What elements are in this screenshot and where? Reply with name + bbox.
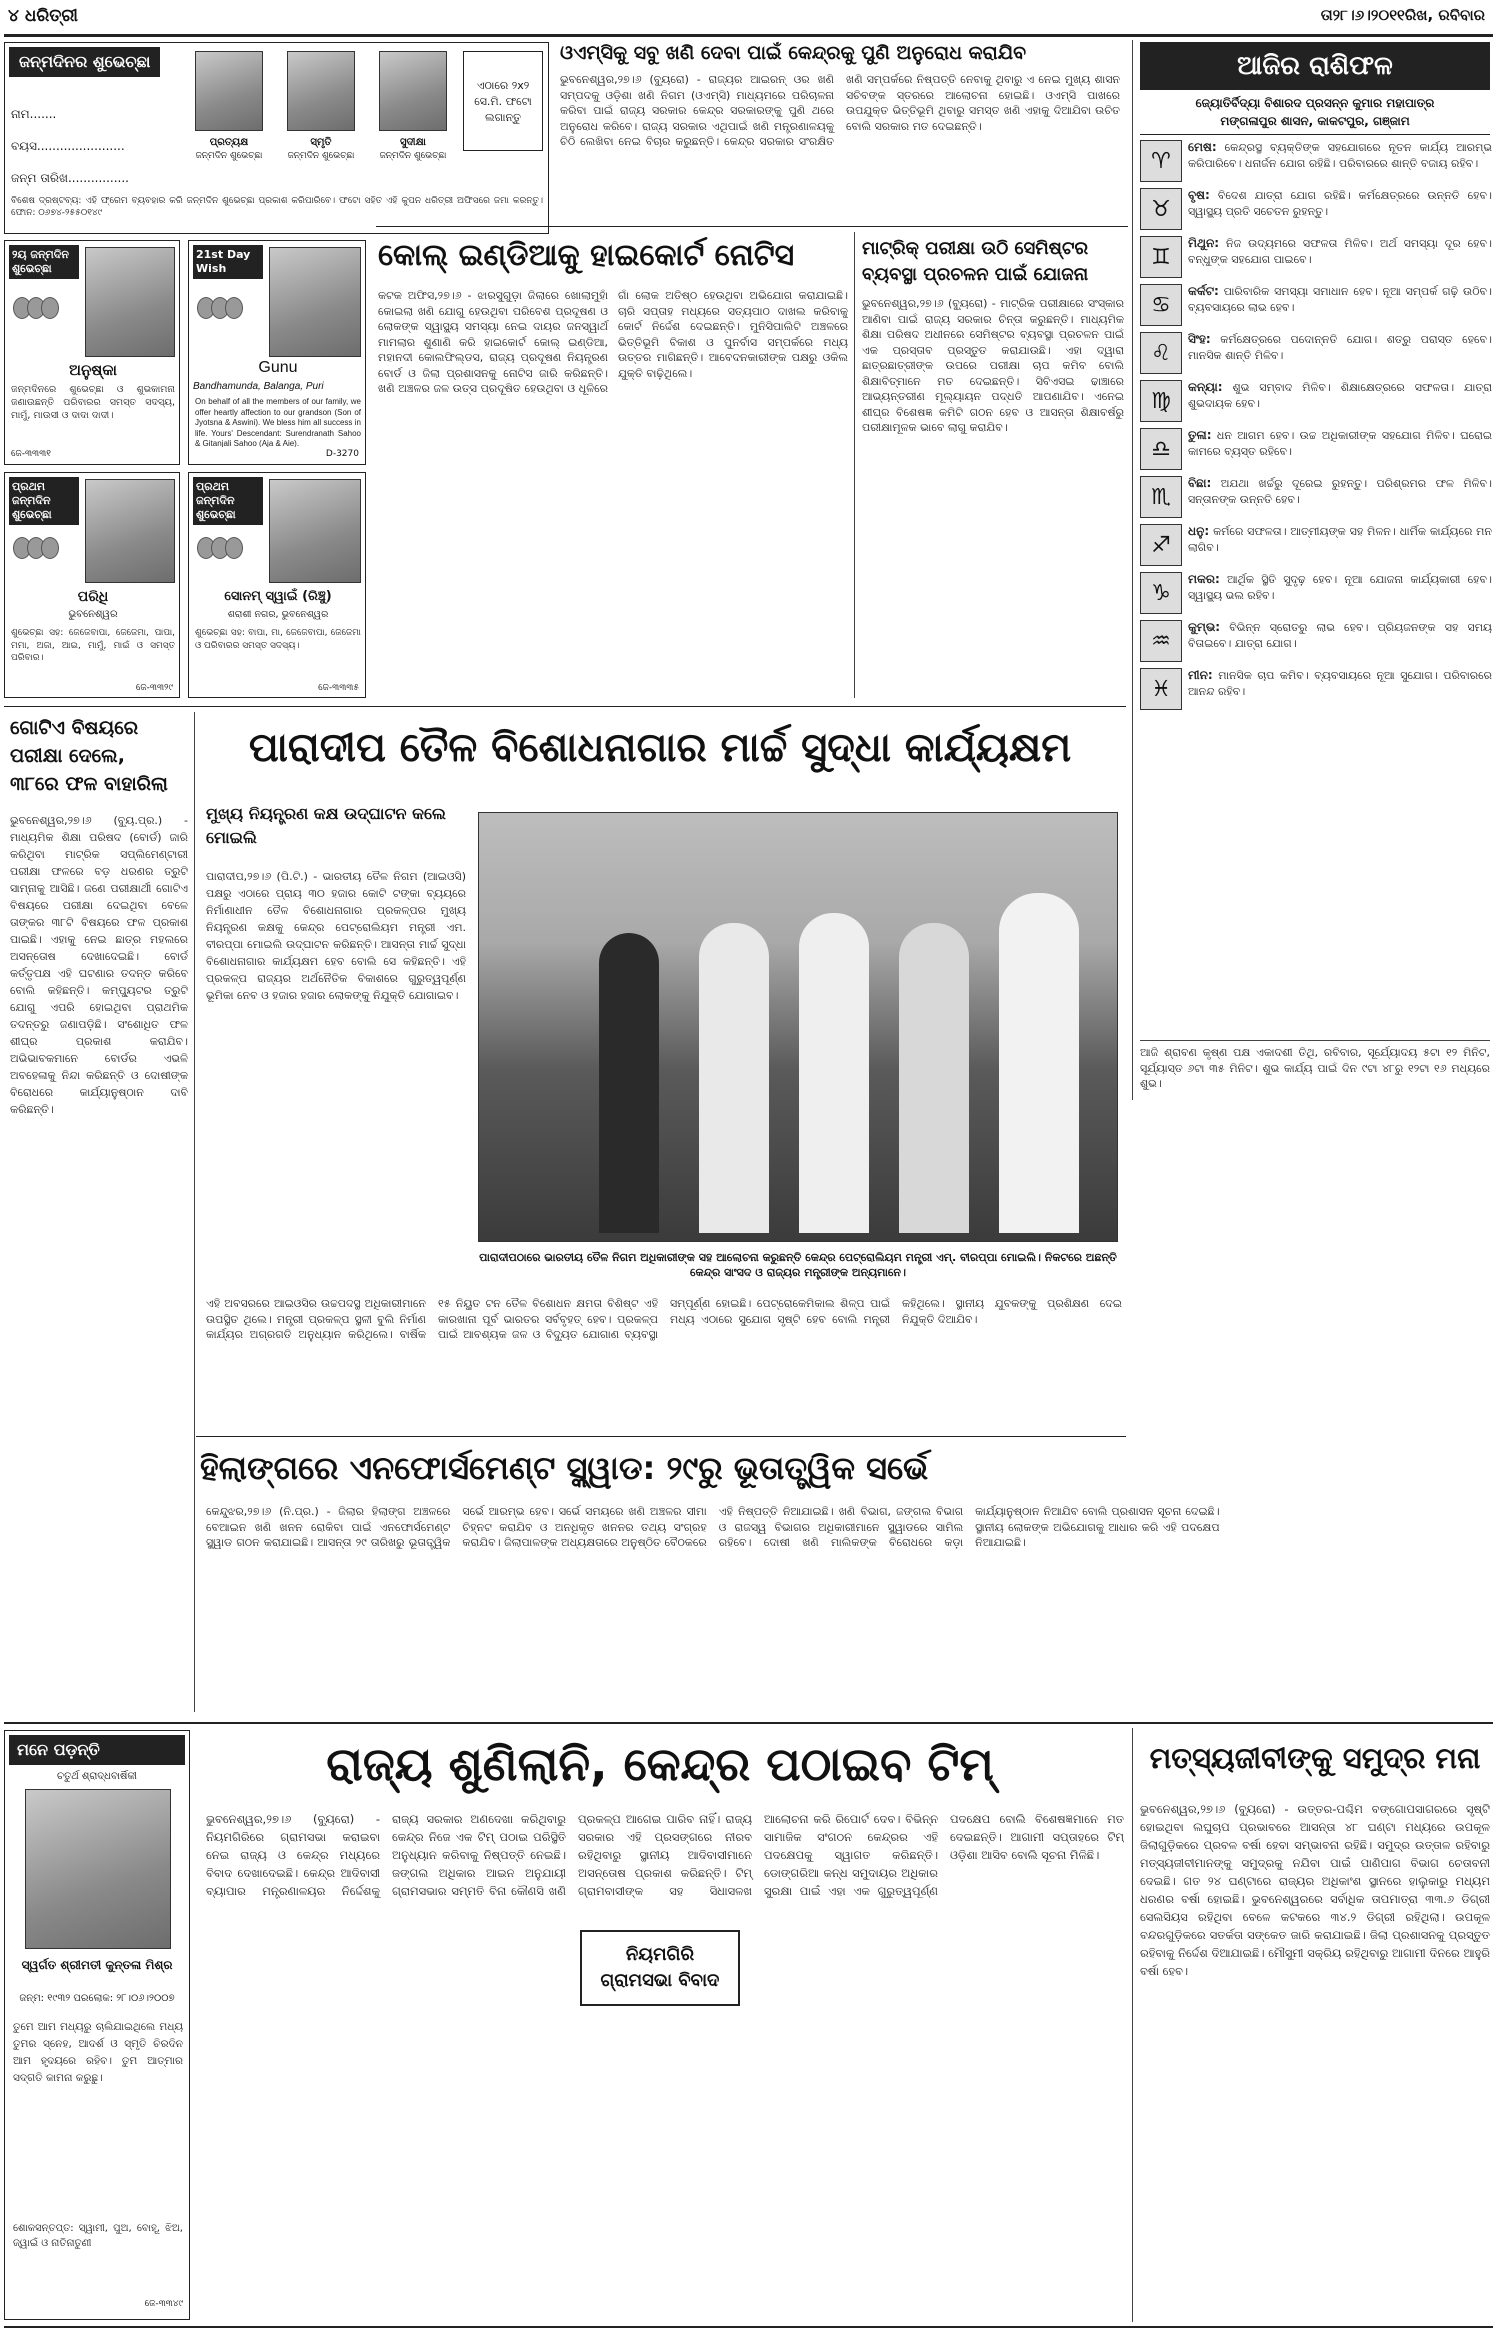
- coal-headline: କୋଲ୍ ଇଣ୍ଡିଆକୁ ହାଇକୋର୍ଟ ନୋଟିସ: [378, 238, 795, 273]
- wish-text-3: ଶୁଭେଚ୍ଛା ସହ: ଜେଜେବାପା, ଜେଜେମା, ପାପା, ମମା, ଅଜା, ଆଇ, ମାମୁଁ, ମାଇଁ ଓ ସମସ୍ତ ପରିବାର।: [11, 628, 175, 663]
- gemini-icon: ♊: [1140, 236, 1182, 278]
- sign-dhanu: [1140, 524, 1492, 566]
- birthday-form-name: ନାମ.......: [11, 107, 57, 121]
- virgo-icon: ♍: [1140, 380, 1182, 422]
- wish-badge-4: ପ୍ରଥମ ଜନ୍ମଦିନ ଶୁଭେଚ୍ଛା: [193, 477, 263, 525]
- sign-kumbha: [1140, 620, 1492, 662]
- memorial-sub: ଚତୁର୍ଥ ଶ୍ରାଦ୍ଧବାର୍ଷିକୀ: [57, 1771, 137, 1782]
- aquarius-icon: ♒: [1140, 620, 1182, 662]
- niyamgiri-headline: ରାଜ୍ୟ ଶୁଣିଲାନି, କେନ୍ଦ୍ର ପଠାଇବ ଟିମ୍: [326, 1737, 994, 1791]
- sign-karkata: [1140, 284, 1492, 326]
- footer-rule: [4, 2326, 1493, 2328]
- sign-name: ବୃଷ:: [1188, 188, 1210, 202]
- wish-text-1: ଜନ୍ମଦିନରେ ଶୁଭେଚ୍ଛା ଓ ଶୁଭକାମନା ଜଣାଉଛନ୍ତି ପରିବାରର ସମସ୍ତ ସଦସ୍ୟ, ମାମୁଁ, ମାଉସୀ ଓ ଦାଦା ଦାଦୀ।: [11, 384, 175, 421]
- niyamgiri-body: ଭୁବନେଶ୍ୱର,୨୭।୬ (ବ୍ୟୁରୋ) - ନିୟମଗିରିରେ ଗ୍ରାମସଭା କରାଇବା ନେଇ ରାଜ୍ୟ ଓ କେନ୍ଦ୍ର ମଧ୍ୟରେ ବିବାଦ ଦେଖାଦେଇଛି। କେନ୍ଦ୍ର ଆଦିବାସୀ ବ୍ୟାପାର ମନ୍ତ୍ରଣାଳୟର ନିର୍ଦ୍ଦେଶକୁ ରାଜ୍ୟ ସରକାର ଅଣଦେଖା କରିଥିବାରୁ କେନ୍ଦ୍ର ନିଜେ ଏକ ଟିମ୍ ପଠାଇ ପରିସ୍ଥିତି ଅନୁଧ୍ୟାନ କରିବାକୁ ନିଷ୍ପତ୍ତି ନେଇଛି। ଜଙ୍ଗଲ ଅଧିକାର ଆଇନ ଅନୁଯାୟୀ ଗ୍ରାମସଭାର ସମ୍ମତି ବିନା କୌଣସି ଖଣି ପ୍ରକଳ୍ପ ଆଗେଇ ପାରିବ ନାହିଁ। ରାଜ୍ୟ ସରକାର ଏହି ପ୍ରସଙ୍ଗରେ ନୀରବ ରହିଥିବାରୁ ସ୍ଥାନୀୟ ଆଦିବାସୀମାନେ ଅସନ୍ତୋଷ ପ୍ରକାଶ କରିଛନ୍ତି। ଟିମ୍ ଗ୍ରାମବାସୀଙ୍କ ସହ ସିଧାସଳଖ ଆଲୋଚନା କରି ରିପୋର୍ଟ ଦେବ। ବିଭିନ୍ନ ସାମାଜିକ ସଂଗଠନ କେନ୍ଦ୍ରର ଏହି ପଦକ୍ଷେପକୁ ସ୍ୱାଗତ କରିଛନ୍ତି। ଡୋଙ୍ଗରିଆ କନ୍ଧ ସମୁଦାୟର ଅଧିକାର ସୁରକ୍ଷା ପାଇଁ ଏହା ଏକ ଗୁରୁତ୍ୱପୂର୍ଣ୍ଣ ପଦକ୍ଷେପ ବୋଲି ବିଶେଷଜ୍ଞମାନେ ମତ ଦେଇଛନ୍ତି। ଆଗାମୀ ସପ୍ତାହରେ ଟିମ୍ ଓଡ଼ିଶା ଆସିବ ବୋଲି ସୂଚନା ମିଳିଛି।: [206, 1812, 1124, 1898]
- sign-name: ସିଂହ:: [1188, 332, 1211, 346]
- sign-name: ଧନୁ:: [1188, 524, 1210, 538]
- fish-headline: ମତ୍ସ୍ୟଜୀବୀଙ୍କୁ ସମୁଦ୍ର ମନା: [1149, 1741, 1481, 1775]
- wish-photo-4: [269, 479, 361, 583]
- memorial-text: ତୁମେ ଆମ ମଧ୍ୟରୁ ଚାଲିଯାଇଥିଲେ ମଧ୍ୟ ତୁମର ସ୍ନେହ, ଆଦର୍ଶ ଓ ସ୍ମୃତି ଚିରଦିନ ଆମ ହୃଦୟରେ ରହିବ। ତୁମ ଆତ୍ମାର ସଦ୍‌ଗତି କାମନା କରୁଛୁ।: [13, 2021, 183, 2084]
- sign-text: ଆର୍ଥିକ ସ୍ଥିତି ସୁଦୃଢ଼ ହେବ। ନୂଆ ଯୋଜନା କାର୍ଯ୍ୟକାରୀ ହେବ। ସ୍ୱାସ୍ଥ୍ୟ ଭଲ ରହିବ।: [1188, 573, 1492, 602]
- sign-name: କର୍କଟ:: [1188, 284, 1219, 298]
- sign-mithuna: [1140, 236, 1492, 278]
- aries-icon: ♈: [1140, 140, 1182, 182]
- paradip-headline: ପାରାଦୀପ ତୈଳ ବିଶୋଧନାଗାର ମାର୍ଚ୍ଚ ସୁଦ୍ଧା କାର୍ଯ୍ୟକ୍ଷମ: [248, 725, 1072, 771]
- sign-meena: [1140, 668, 1492, 710]
- birthday-form-box: [4, 42, 549, 234]
- wish-name-1: ଅନୁଷ୍କା: [69, 361, 117, 379]
- niyamgiri-box: ନିୟମଗିରି ଗ୍ରାମସଭା ବିବାଦ: [580, 1930, 740, 2006]
- sign-kanya: [1140, 380, 1492, 422]
- photo-figure: [899, 923, 969, 1233]
- kid-name-3: ସୁଦୀକ୍ଷା: [400, 137, 426, 148]
- rashiphala-rule: [1140, 134, 1490, 135]
- birthday-form-age: ବୟସ.......................: [11, 139, 125, 153]
- wish-code-3: ଜେ-୩୩୨୯: [135, 683, 173, 693]
- paradip-subhead: ମୁଖ୍ୟ ନିୟନ୍ତ୍ରଣ କକ୍ଷ ଉଦ୍‌ଘାଟନ କଲେ ମୋଇଲି: [206, 804, 446, 847]
- right-column-divider: [1132, 40, 1133, 1100]
- paradip-body: ପାରାଦୀପ,୨୭।୬ (ପି.ଟି.) - ଭାରତୀୟ ତୈଳ ନିଗମ (ଆଇଓସି) ପକ୍ଷରୁ ଏଠାରେ ପ୍ରାୟ ୩୦ ହଜାର କୋଟି ଟଙ୍କା ବ୍ୟୟରେ ନିର୍ମାଣାଧୀନ ତୈଳ ବିଶୋଧନାଗାର ପ୍ରକଳ୍ପର ମୁଖ୍ୟ ନିୟନ୍ତ୍ରଣ କକ୍ଷକୁ କେନ୍ଦ୍ର ପେଟ୍ରୋଲିୟମ ମନ୍ତ୍ରୀ ଏମ. ବୀରପ୍ପା ମୋଇଲି ଉଦ୍‌ଘାଟନ କରିଛନ୍ତି। ଆସନ୍ତା ମାର୍ଚ୍ଚ ସୁଦ୍ଧା ବିଶୋଧନାଗାର କାର୍ଯ୍ୟକ୍ଷମ ହେବ ବୋଲି ସେ କହିଛନ୍ତି। ଏହି ପ୍ରକଳ୍ପ ରାଜ୍ୟର ଅର୍ଥନୈତିକ ବିକାଶରେ ଗୁରୁତ୍ୱପୂର୍ଣ୍ଣ ଭୂମିକା ନେବ ଓ ହଜାର ହଜାର ଲୋକଙ୍କୁ ନିଯୁକ୍ତି ଯୋଗାଇବ।: [206, 870, 466, 1002]
- fish-divider: [1132, 1728, 1133, 2322]
- photo-figure: [599, 933, 659, 1233]
- cancer-icon: ♋: [1140, 284, 1182, 326]
- sagittarius-icon: ♐: [1140, 524, 1182, 566]
- wish-code-1: ଜେ-୩୩୩୧: [11, 449, 51, 459]
- sign-text: ବିଭିନ୍ନ ସ୍ରୋତରୁ ଲାଭ ହେବ। ପ୍ରିୟଜନଙ୍କ ସହ ସମୟ ବିତାଇବେ। ଯାତ୍ରା ଯୋଗ।: [1188, 621, 1492, 650]
- memorial-family: ଶୋକସନ୍ତପ୍ତ: ସ୍ୱାମୀ, ପୁଅ, ବୋହୂ, ଝିଅ, ଜ୍ୱାଇଁ ଓ ନାତିନାତୁଣୀ: [13, 2223, 183, 2249]
- rashiphala-list: [1140, 140, 1492, 1030]
- sign-bichha: [1140, 476, 1492, 518]
- memorial-code: ଜେ-୩୩୪୯: [144, 2299, 183, 2309]
- wish-place-4: ଶରାଶୀ ନଗର, ଭୁବନେଶ୍ୱର: [227, 609, 329, 620]
- matric-body: ଭୁବନେଶ୍ୱର,୨୭।୬ (ବ୍ୟୁରୋ) - ମାଟ୍ରିକ ପରୀକ୍ଷାରେ ସଂସ୍କାର ଆଣିବା ପାଇଁ ରାଜ୍ୟ ସରକାର ଚିନ୍ତା କରୁଛନ୍ତି। ମାଧ୍ୟମିକ ଶିକ୍ଷା ପରିଷଦ ଅଧୀନରେ ସେମିଷ୍ଟର ବ୍ୟବସ୍ଥା ପ୍ରଚଳନ ପାଇଁ ଏକ ପ୍ରସ୍ତାବ ପ୍ରସ୍ତୁତ କରାଯାଉଛି। ଏହା ଦ୍ୱାରା ଛାତ୍ରଛାତ୍ରୀଙ୍କ ଉପରେ ପରୀକ୍ଷା ଚାପ କମିବ ବୋଲି ଶିକ୍ଷାବିତ୍‌ମାନେ ମତ ଦେଇଛନ୍ତି। ସିବିଏସଇ ଢାଞ୍ଚାରେ ଆଭ୍ୟନ୍ତରୀଣ ମୂଲ୍ୟାୟନ ପଦ୍ଧତି ଆପଣାଯିବ। ଏନେଇ ଶୀଘ୍ର ବିଶେଷଜ୍ଞ କମିଟି ଗଠନ ହେବ ଓ ଆସନ୍ତା ଶିକ୍ଷାବର୍ଷରୁ ପରୀକ୍ଷାମୂଳକ ଭାବେ ଲାଗୁ କରାଯିବ।: [862, 297, 1124, 434]
- sign-name: ତୁଳା:: [1188, 428, 1212, 442]
- header-rule: [4, 34, 1493, 37]
- omc-rule: [376, 226, 1128, 227]
- sign-mesha: [1140, 140, 1492, 182]
- exam-body: ଭୁବନେଶ୍ୱର,୨୭।୬ (ବ୍ୟୁ.ପ୍ର.) - ମାଧ୍ୟମିକ ଶିକ୍ଷା ପରିଷଦ (ବୋର୍ଡ) ଜାରି କରିଥିବା ମାଟ୍ରିକ ସପ୍ଲିମେଣ୍ଟାରୀ ପରୀକ୍ଷା ଫଳରେ ବଡ଼ ଧରଣର ତ୍ରୁଟି ସାମ୍ନାକୁ ଆସିଛି। ଜଣେ ପରୀକ୍ଷାର୍ଥୀ ଗୋଟିଏ ବିଷୟରେ ପରୀକ୍ଷା ଦେଇଥିବା ବେଳେ ତାଙ୍କର ୩୮ଟି ବିଷୟରେ ଫଳ ପ୍ରକାଶ ପାଇଛି। ଏହାକୁ ନେଇ ଛାତ୍ର ମହଲରେ ଅସନ୍ତୋଷ ଦେଖାଦେଇଛି। ବୋର୍ଡ କର୍ତ୍ତୃପକ୍ଷ ଏହି ଘଟଣାର ତଦନ୍ତ କରିବେ ବୋଲି କହିଛନ୍ତି। କମ୍ପ୍ୟୁଟର ତ୍ରୁଟି ଯୋଗୁ ଏପରି ହୋଇଥିବା ପ୍ରାଥମିକ ତଦନ୍ତରୁ ଜଣାପଡ଼ିଛି। ସଂଶୋଧିତ ଫଳ ଶୀଘ୍ର ପ୍ରକାଶ କରାଯିବ। ଅଭିଭାବକମାନେ ବୋର୍ଡର ଏଭଳି ଅବହେଳାକୁ ନିନ୍ଦା କରିଛନ୍ତି ଓ ଦୋଷୀଙ୍କ ବିରୋଧରେ କାର୍ଯ୍ୟାନୁଷ୍ଠାନ ଦାବି କରିଛନ୍ତି।: [10, 814, 188, 1116]
- sign-text: ମାନସିକ ଚାପ କମିବ। ବ୍ୟବସାୟରେ ନୂଆ ସୁଯୋଗ। ପରିବାରରେ ଆନନ୍ଦ ରହିବ।: [1188, 669, 1492, 698]
- wish-code-4: ଜେ-୩୩୩୫: [318, 683, 359, 693]
- birthday-title: ଜନ୍ମଦିନର ଶୁଭେଚ୍ଛା: [9, 47, 160, 77]
- wish-photo-1: [85, 247, 175, 357]
- sign-text: ଧନ ଆଗମ ହେବ। ଉଚ୍ଚ ଅଧିକାରୀଙ୍କ ସହଯୋଗ ମିଳିବ। ଘରୋଇ କାମରେ ବ୍ୟସ୍ତ ରହିବେ।: [1188, 429, 1492, 458]
- rashiphala-title: ଆଜିର ରାଶିଫଳ: [1140, 42, 1490, 90]
- sign-text: ଶୁଭ ସମ୍ବାଦ ମିଳିବ। ଶିକ୍ଷାକ୍ଷେତ୍ରରେ ସଫଳତା। ଯାତ୍ରା ଶୁଭଦାୟକ ହେବ।: [1188, 381, 1492, 410]
- memorial-dates: ଜନ୍ମ: ୧୯୩୨ ପରଲୋକ: ୨୮।୦୬।୨୦୦୭: [19, 1993, 175, 2004]
- wish-card-1: [4, 240, 180, 465]
- sign-name: ମୀନ:: [1188, 668, 1213, 682]
- sign-text: କର୍ମକ୍ଷେତ୍ରରେ ପଦୋନ୍ନତି ଯୋଗ। ଶତ୍ରୁ ପରାସ୍ତ ହେବେ। ମାନସିକ ଶାନ୍ତି ମିଳିବ।: [1188, 333, 1492, 362]
- wish-name-3: ପରିଧି: [77, 589, 109, 605]
- wish-card-4: [188, 472, 366, 698]
- sign-text: ଅଯଥା ଖର୍ଚ୍ଚରୁ ଦୂରେଇ ରୁହନ୍ତୁ। ପରିଶ୍ରମର ଫଳ ମିଳିବ। ସନ୍ତାନଙ୍କ ଉନ୍ନତି ହେବ।: [1188, 477, 1492, 506]
- coal-body: କଟକ ଅଫିସ,୨୭।୬ - ଝାରସୁଗୁଡ଼ା ଜିଲାରେ ଖୋଲାମୁହାଁ କୋଇଲା ଖଣି ଯୋଗୁ ହେଉଥିବା ପରିବେଶ ପ୍ରଦୂଷଣ ଓ ଲୋକଙ୍କ ସ୍ୱାସ୍ଥ୍ୟ ସମସ୍ୟା ନେଇ ଦାୟର ଜନସ୍ୱାର୍ଥ ମାମଲାର ଶୁଣାଣି କରି ହାଇକୋର୍ଟ କୋଲ୍ ଇଣ୍ଡିଆ, ମହାନଦୀ କୋଲଫିଲ୍ଡସ, ରାଜ୍ୟ ପ୍ରଦୂଷଣ ନିୟନ୍ତ୍ରଣ ବୋର୍ଡ ଓ ଜିଲା ପ୍ରଶାସନକୁ ନୋଟିସ ଜାରି କରିଛନ୍ତି। ଖଣି ଅଞ୍ଚଳର ଜଳ ଉତ୍ସ ପ୍ରଦୂଷିତ ହେଉଥିବା ଓ ଧୂଳିରେ ଗାଁ ଲୋକ ଅତିଷ୍ଠ ହେଉଥିବା ଅଭିଯୋଗ କରାଯାଇଛି। ଚାରି ସପ୍ତାହ ମଧ୍ୟରେ ସତ୍ୟପାଠ ଦାଖଲ କରିବାକୁ କୋର୍ଟ ନିର୍ଦ୍ଦେଶ ଦେଇଛନ୍ତି। ମୁନିସିପାଲିଟି ଅଞ୍ଚଳରେ ଭିତ୍ତିଭୂମି ବିକାଶ ଓ ପୁନର୍ବାସ ସମ୍ପର୍କରେ ମଧ୍ୟ ଉତ୍ତର ମାଗିଛନ୍ତି। ଆବେଦନକାରୀଙ୍କ ପକ୍ଷରୁ ଓକିଲ ଯୁକ୍ତି ବାଢ଼ିଥିଲେ।: [378, 289, 848, 395]
- memorial-box: [4, 1730, 190, 2320]
- coal-matric-divider: [854, 232, 855, 698]
- birthday-note: ବିଶେଷ ଦ୍ରଷ୍ଟବ୍ୟ: ଏହି ଫ୍ରେମ ବ୍ୟବହାର କରି ଜନ୍ମଦିନ ଶୁଭେଚ୍ଛା ପ୍ରକାଶ କରିପାରିବେ। ଫଟୋ ସହିତ ଏହି କୁପନ ଧରିତ୍ରୀ ଅଫିସରେ ଜମା କରନ୍ତୁ। ଫୋନ: ୦୬୭୪-୨୫୫୦୧୪୯: [11, 196, 543, 218]
- memorial-title: ମନେ ପଡ଼ନ୍ତି: [9, 1735, 185, 1765]
- bottom-rule: [4, 1722, 1493, 1724]
- sign-name: କନ୍ୟା:: [1188, 380, 1223, 394]
- sign-text: ପାରିବାରିକ ସମସ୍ୟା ସମାଧାନ ହେବ। ନୂଆ ସମ୍ପର୍କ ଗଢ଼ି ଉଠିବ। ବ୍ୟବସାୟରେ ଲାଭ ହେବ।: [1188, 285, 1492, 314]
- wish-badge-3: ପ୍ରଥମ ଜନ୍ମଦିନ ଶୁଭେଚ୍ଛା: [9, 477, 79, 525]
- sign-text: କେନ୍ଦ୍ରସ୍ଥ ବ୍ୟକ୍ତିଙ୍କ ସହଯୋଗରେ ନୂତନ କାର୍ଯ୍ୟ ଆରମ୍ଭ କରିପାରିବେ। ଧନାର୍ଜନ ଯୋଗ ରହିଛି। ପରିବାରରେ ଶାନ୍ତି ବଜାୟ ରହିବ।: [1188, 141, 1492, 170]
- paradip-caption: ପାରାଦୀପଠାରେ ଭାରତୀୟ ତୈଳ ନିଗମ ଅଧିକାରୀଙ୍କ ସହ ଆଲୋଚନା କରୁଛନ୍ତି କେନ୍ଦ୍ର ପେଟ୍ରୋଲିୟମ ମନ୍ତ୍ରୀ ଏମ୍. ବୀରପ୍ପା ମୋଇଲି। ନିକଟରେ ଅଛନ୍ତି କେନ୍ଦ୍ର ସାଂସଦ ଓ ରାଜ୍ୟର ମନ୍ତ୍ରୀଙ୍କ ଅନ୍ୟମାନେ।: [479, 1251, 1117, 1279]
- photo-figure: [799, 913, 869, 1233]
- wish-place-3: ଭୁବନେଶ୍ୱର: [68, 609, 118, 620]
- capricorn-icon: ♑: [1140, 572, 1182, 614]
- exam-headline: ଗୋଟିଏ ବିଷୟରେ ପରୀକ୍ଷା ଦେଲେ, ୩୮ରେ ଫଳ ବାହାରିଲା: [10, 717, 168, 795]
- kid-sub-2: ଜନ୍ମଦିନ ଶୁଭେଚ୍ଛା: [287, 151, 355, 161]
- balloons-icon: [197, 297, 239, 323]
- birthday-form-dob: ଜନ୍ମ ତାରିଖ................: [11, 171, 129, 185]
- sign-makara: [1140, 572, 1492, 614]
- libra-icon: ♎: [1140, 428, 1182, 470]
- kid-sub-1: ଜନ୍ମଦିନ ଶୁଭେଚ୍ଛା: [195, 151, 263, 161]
- memorial-name: ସ୍ୱର୍ଗତ ଶ୍ରୀମତୀ କୁନ୍ତଳା ମିଶ୍ର: [21, 1958, 173, 1972]
- sign-name: ମିଥୁନ:: [1188, 236, 1220, 250]
- rashiphala-author: ଜ୍ୟୋତିର୍ବିଦ୍ୟା ବିଶାରଦ ପ୍ରସନ୍ନ କୁମାର ମହାପାତ୍ର: [1195, 96, 1435, 110]
- page-header: [0, 0, 1497, 34]
- balloons-icon: [13, 297, 55, 323]
- sign-text: ନିଜ ଉଦ୍ୟମରେ ସଫଳତା ମିଳିବ। ଅର୍ଥ ସମସ୍ୟା ଦୂର ହେବ। ବନ୍ଧୁଙ୍କ ସହଯୋଗ ପାଇବେ।: [1188, 237, 1492, 266]
- memorial-photo: [25, 1789, 171, 1949]
- wish-text-2: On behalf of all the members of our family, we offer heartly affection to our grandson (Son of Jyotsna & Aswini). We bless him all success in life. Yours' Descendant: Surendranath Sahoo & Gitanjali Sahoo (Aja & Aie).: [195, 397, 361, 447]
- kid-sub-3: ଜନ୍ମଦିନ ଶୁଭେଚ୍ଛା: [379, 151, 447, 161]
- sign-text: ବିଦେଶ ଯାତ୍ରା ଯୋଗ ରହିଛି। କର୍ମକ୍ଷେତ୍ରରେ ଉନ୍ନତି ହେବ। ସ୍ୱାସ୍ଥ୍ୟ ପ୍ରତି ସଚେତନ ରୁହନ୍ତୁ।: [1188, 189, 1492, 218]
- wish-card-3: [4, 472, 180, 698]
- taurus-icon: ♉: [1140, 188, 1182, 230]
- hilang-body: କେନ୍ଦୁଝର,୨୭।୬ (ନି.ପ୍ର.) - ଜିଲାର ହିଲାଙ୍ଗ ଅଞ୍ଚଳରେ ବେଆଇନ ଖଣି ଖନନ ରୋକିବା ପାଇଁ ଏନଫୋର୍ସମେଣ୍ଟ ସ୍କ୍ୱାଡ ଗଠନ କରାଯାଇଛି। ଆସନ୍ତା ୨୯ ତାରିଖରୁ ଭୂତାତ୍ତ୍ୱିକ ସର୍ଭେ ଆରମ୍ଭ ହେବ। ସର୍ଭେ ସମୟରେ ଖଣି ଅଞ୍ଚଳର ସୀମା ଚିହ୍ନଟ କରାଯିବ ଓ ଅନଧିକୃତ ଖନନର ତଥ୍ୟ ସଂଗ୍ରହ କରାଯିବ। ଜିଲାପାଳଙ୍କ ଅଧ୍ୟକ୍ଷତାରେ ଅନୁଷ୍ଠିତ ବୈଠକରେ ଏହି ନିଷ୍ପତ୍ତି ନିଆଯାଇଛି। ଖଣି ବିଭାଗ, ଜଙ୍ଗଲ ବିଭାଗ ଓ ରାଜସ୍ୱ ବିଭାଗର ଅଧିକାରୀମାନେ ସ୍କ୍ୱାଡରେ ସାମିଲ ରହିବେ। ଦୋଷୀ ଖଣି ମାଲିକଙ୍କ ବିରୋଧରେ କଡ଼ା କାର୍ଯ୍ୟାନୁଷ୍ଠାନ ନିଆଯିବ ବୋଲି ପ୍ରଶାସନ ସୂଚନା ଦେଇଛି। ସ୍ଥାନୀୟ ଲୋକଙ୍କ ଅଭିଯୋଗକୁ ଆଧାର କରି ଏହି ପଦକ୍ଷେପ ନିଆଯାଇଛି।: [206, 1505, 1220, 1549]
- pisces-icon: ♓: [1140, 668, 1182, 710]
- wish-name-4: ସୋନମ୍ ସ୍ୱାଇଁ (ରିଞ୍ଚୁ): [224, 589, 332, 604]
- wish-badge-2: 21st Day Wish: [193, 245, 263, 279]
- paradip-lower-body: ଏହି ଅବସରରେ ଆଇଓସିର ଉଚ୍ଚପଦସ୍ଥ ଅଧିକାରୀମାନେ ଉପସ୍ଥିତ ଥିଲେ। ମନ୍ତ୍ରୀ ପ୍ରକଳ୍ପ ସ୍ଥଳୀ ବୁଲି ନିର୍ମାଣ କାର୍ଯ୍ୟର ଅଗ୍ରଗତି ଅନୁଧ୍ୟାନ କରିଥିଲେ। ବାର୍ଷିକ ୧୫ ନିୟୁତ ଟନ ତୈଳ ବିଶୋଧନ କ୍ଷମତା ବିଶିଷ୍ଟ ଏହି କାରଖାନା ପୂର୍ବ ଭାରତର ସର୍ବବୃହତ୍ ହେବ। ପ୍ରକଳ୍ପ ପାଇଁ ଆବଶ୍ୟକ ଜଳ ଓ ବିଦ୍ୟୁତ ଯୋଗାଣ ବ୍ୟବସ୍ଥା ସମ୍ପୂର୍ଣ୍ଣ ହୋଇଛି। ପେଟ୍ରୋକେମିକାଲ ଶିଳ୍ପ ପାଇଁ ମଧ୍ୟ ଏଠାରେ ସୁଯୋଗ ସୃଷ୍ଟି ହେବ ବୋଲି ମନ୍ତ୍ରୀ କହିଥିଲେ। ସ୍ଥାନୀୟ ଯୁବକଙ୍କୁ ପ୍ରଶିକ୍ଷଣ ଦେଇ ନିଯୁକ୍ତି ଦିଆଯିବ।: [206, 1297, 1122, 1341]
- wish-photo-3: [85, 479, 175, 583]
- kid-photo-2: [287, 51, 355, 131]
- balloons-icon: [197, 537, 239, 563]
- sign-simha: [1140, 332, 1492, 374]
- sign-name: କୁମ୍ଭ:: [1188, 620, 1221, 634]
- wish-place-2: Bandhamunda, Balanga, Puri: [193, 381, 324, 392]
- paradip-rule: [196, 706, 1126, 707]
- sign-name: ବିଛା:: [1188, 476, 1212, 490]
- page-date: ତା୨୮।୬।୨୦୧୧ରିଖ, ରବିବାର: [1320, 6, 1485, 24]
- leo-icon: ♌: [1140, 332, 1182, 374]
- hilang-headline: ହିଲାଙ୍ଗରେ ଏନଫୋର୍ସମେଣ୍ଟ ସ୍କ୍ୱାଡ: ୨୯ରୁ ଭୂତାତ୍ତ୍ୱିକ ସର୍ଭେ: [200, 1449, 929, 1487]
- kid-photo-3: [379, 51, 447, 131]
- wish-badge-1: ୨ୟ ଜନ୍ମଦିନ ଶୁଭେଚ୍ଛା: [9, 245, 79, 279]
- matric-headline: ମାଟ୍ରିକ୍ ପରୀକ୍ଷା ଉଠି ସେମିଷ୍ଟର ବ୍ୟବସ୍ଥା ପ୍ରଚଳନ ପାଇଁ ଯୋଜନା: [862, 238, 1089, 285]
- photo-slot: ଏଠାରେ ୨x୨ ସେ.ମି. ଫଟୋ ଲଗାନ୍ତୁ: [463, 51, 543, 151]
- photo-figure: [999, 893, 1079, 1233]
- omc-body: ଭୁବନେଶ୍ୱର,୨୭।୬ (ବ୍ୟୁରୋ) - ରାଜ୍ୟର ଆଇରନ୍ ଓର ଖଣି ସମ୍ପଦକୁ ଓଡ଼ିଶା ଖଣି ନିଗମ (ଓଏମ୍‌ସି) ମାଧ୍ୟମରେ ପରିଚାଳନା କରିବା ପାଇଁ ରାଜ୍ୟ ସରକାର କେନ୍ଦ୍ର ସରକାରଙ୍କୁ ପୁଣି ଥରେ ଅନୁରୋଧ କରିବେ। ରାଜ୍ୟ ସରକାର ଏଥିପାଇଁ ଖଣି ମନ୍ତ୍ରଣାଳୟକୁ ଚିଠି ଲେଖିବା ନେଇ ବିଚାର କରୁଛନ୍ତି। କେନ୍ଦ୍ର ସରକାର ସଂରକ୍ଷିତ ଖଣି ସମ୍ପର୍କରେ ନିଷ୍ପତ୍ତି ନେବାକୁ ଥିବାରୁ ଏ ନେଇ ମୁଖ୍ୟ ଶାସନ ସଚିବଙ୍କ ସ୍ତରରେ ଆଲୋଚନା ହୋଇଛି। ଓଏମ୍‌ସି ପାଖରେ ଉପଯୁକ୍ତ ଭିତ୍ତିଭୂମି ଥିବାରୁ ସମସ୍ତ ଖଣି ଏହାକୁ ଦିଆଯିବା ଉଚିତ ବୋଲି ସରକାର ମତ ଦେଇଛନ୍ତି।: [560, 73, 1120, 148]
- wish-photo-2: [269, 247, 361, 357]
- sign-brusha: [1140, 188, 1492, 230]
- omc-headline: ଓଏମ୍‌ସିକୁ ସବୁ ଖଣି ଦେବା ପାଇଁ କେନ୍ଦ୍ରକୁ ପୁଣି ଅନୁରୋଧ କରାଯିବ: [560, 42, 1027, 64]
- sign-name: ମକର:: [1188, 572, 1220, 586]
- exam-divider: [194, 712, 195, 1712]
- rashiphala-address: ମଙ୍ଗଳାପୁର ଶାସନ, କାକଟପୁର, ଗଞ୍ଜାମ: [1220, 114, 1410, 128]
- page-number: ୪ ଧରିତ୍ରୀ: [8, 6, 78, 26]
- panjika-text: ଆଜି ଶ୍ରାବଣ କୃଷ୍ଣ ପକ୍ଷ ଏକାଦଶୀ ତିଥି, ରବିବାର, ସୂର୍ଯ୍ୟୋଦୟ ୫ଟା ୧୨ ମିନିଟ, ସୂର୍ଯ୍ୟାସ୍ତ ୬ଟା ୩୫ ମିନିଟ। ଶୁଭ କାର୍ଯ୍ୟ ପାଇଁ ଦିନ ୯ଟା ୪୮ରୁ ୧୨ଟା ୧୬ ମଧ୍ୟରେ ଶୁଭ।: [1140, 1040, 1490, 1100]
- photo-figure: [699, 923, 769, 1233]
- sign-tula: [1140, 428, 1492, 470]
- wish-name-2: Gunu: [258, 359, 298, 376]
- wish-code-2: D-3270: [325, 449, 359, 459]
- sign-name: ମେଷ:: [1188, 140, 1217, 154]
- fish-body: ଭୁବନେଶ୍ୱର,୨୭।୬ (ବ୍ୟୁରୋ) - ଉତ୍ତର-ପଶ୍ଚିମ ବଙ୍ଗୋପସାଗରରେ ସୃଷ୍ଟି ହୋଇଥିବା ଲଘୁଚାପ ପ୍ରଭାବରେ ଆସନ୍ତା ୪୮ ଘଣ୍ଟା ମଧ୍ୟରେ ଉପକୂଳ ଜିଲାଗୁଡ଼ିକରେ ପ୍ରବଳ ବର୍ଷା ହେବା ସମ୍ଭାବନା ରହିଛି। ସମୁଦ୍ର ଉତ୍ତାଳ ରହିବାରୁ ମତ୍ସ୍ୟଜୀବୀମାନଙ୍କୁ ସମୁଦ୍ରକୁ ନଯିବା ପାଇଁ ପାଣିପାଗ ବିଭାଗ ଚେତାବନୀ ଦେଇଛି। ଗତ ୨୪ ଘଣ୍ଟାରେ ରାଜ୍ୟର ଅଧିକାଂଶ ସ୍ଥାନରେ ହାଲୁକାରୁ ମଧ୍ୟମ ଧରଣର ବର୍ଷା ହୋଇଛି। ଭୁବନେଶ୍ୱରରେ ସର୍ବାଧିକ ତାପମାତ୍ରା ୩୩.୬ ଡିଗ୍ରୀ ସେଲସିୟସ ରହିଥିବା ବେଳେ କଟକରେ ୩୪.୨ ଡିଗ୍ରୀ ରହିଥିଲା। ଉପକୂଳ ବନ୍ଦରଗୁଡ଼ିକରେ ସତର୍କତା ସଙ୍କେତ ଜାରି କରାଯାଇଛି। ଜିଲା ପ୍ରଶାସନକୁ ପ୍ରସ୍ତୁତ ରହିବାକୁ ନିର୍ଦ୍ଦେଶ ଦିଆଯାଇଛି। ମୌସୁମୀ ସକ୍ରିୟ ରହିଥିବାରୁ ଆଗାମୀ ଦିନରେ ଆହୁରି ବର୍ଷା ହେବ।: [1140, 1802, 1490, 1978]
- wish-text-4: ଶୁଭେଚ୍ଛା ସହ: ବାପା, ମା, ଜେଜେବାପା, ଜେଜେମା ଓ ପରିବାରର ସମସ୍ତ ସଦସ୍ୟ।: [195, 628, 361, 651]
- sign-text: କର୍ମରେ ସଫଳତା। ଆତ୍ମୀୟଙ୍କ ସହ ମିଳନ। ଧାର୍ମିକ କାର୍ଯ୍ୟରେ ମନ ଲାଗିବ।: [1188, 525, 1492, 554]
- kid-name-1: ପ୍ରତ୍ୟକ୍ଷ: [209, 137, 249, 148]
- wish-card-2: [188, 240, 366, 465]
- balloons-icon: [13, 537, 55, 563]
- kid-photo-1: [195, 51, 263, 131]
- kid-name-2: ସ୍ମୃତି: [310, 137, 332, 148]
- paradip-photo: [478, 812, 1118, 1242]
- scorpio-icon: ♏: [1140, 476, 1182, 518]
- hilang-rule: [196, 1436, 1126, 1437]
